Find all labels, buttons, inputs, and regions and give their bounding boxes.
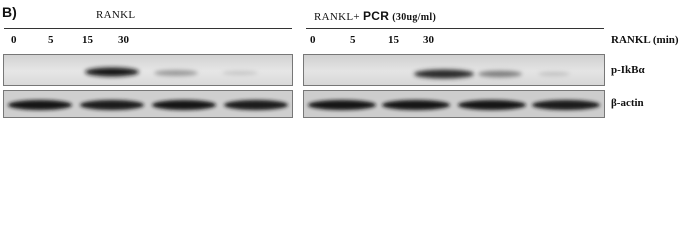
left-timepoint: 30 — [118, 34, 129, 46]
panel-label: B) — [2, 4, 17, 20]
right-condition-label — [314, 10, 436, 23]
band-ikba-left-30 — [154, 70, 198, 76]
left-timepoint: 15 — [82, 34, 93, 46]
band-ikba-right-30 — [478, 71, 522, 77]
right-timepoint: 0 — [310, 34, 316, 46]
band-actin-left-0 — [8, 100, 72, 110]
right-timepoint: 15 — [388, 34, 399, 46]
band-actin-right-30 — [532, 100, 600, 110]
band-actin-right-0 — [308, 100, 376, 110]
row-label-p-ikba: p-IkBα — [611, 64, 645, 76]
left-timepoint: 0 — [11, 34, 17, 46]
left-timepoint: 5 — [48, 34, 54, 46]
beta-actin-blot-left — [3, 90, 293, 118]
beta-actin-blot-right — [303, 90, 605, 118]
left-condition-label: RANKL — [96, 9, 136, 21]
right-header-rule — [306, 28, 604, 29]
band-actin-left-30 — [224, 100, 288, 110]
band-ikba-left-15 — [85, 68, 139, 77]
band-actin-left-5 — [80, 100, 144, 110]
right-timepoint: 30 — [423, 34, 434, 46]
band-ikba-right-15 — [414, 70, 474, 79]
time-axis-label: RANKL (min) — [611, 34, 679, 46]
band-actin-right-15 — [458, 100, 526, 110]
band-actin-left-15 — [152, 100, 216, 110]
p-ikba-blot-left — [3, 54, 293, 86]
left-header-rule — [4, 28, 292, 29]
row-label-beta-actin: β-actin — [611, 97, 644, 109]
right-condition-dose: (30ug/ml) — [392, 12, 437, 23]
band-actin-right-5 — [382, 100, 450, 110]
right-condition-prefix: RANKL+ — [314, 11, 360, 23]
right-timepoint: 5 — [350, 34, 356, 46]
p-ikba-blot-right — [303, 54, 605, 86]
right-condition-agent: PCR — [362, 9, 390, 23]
